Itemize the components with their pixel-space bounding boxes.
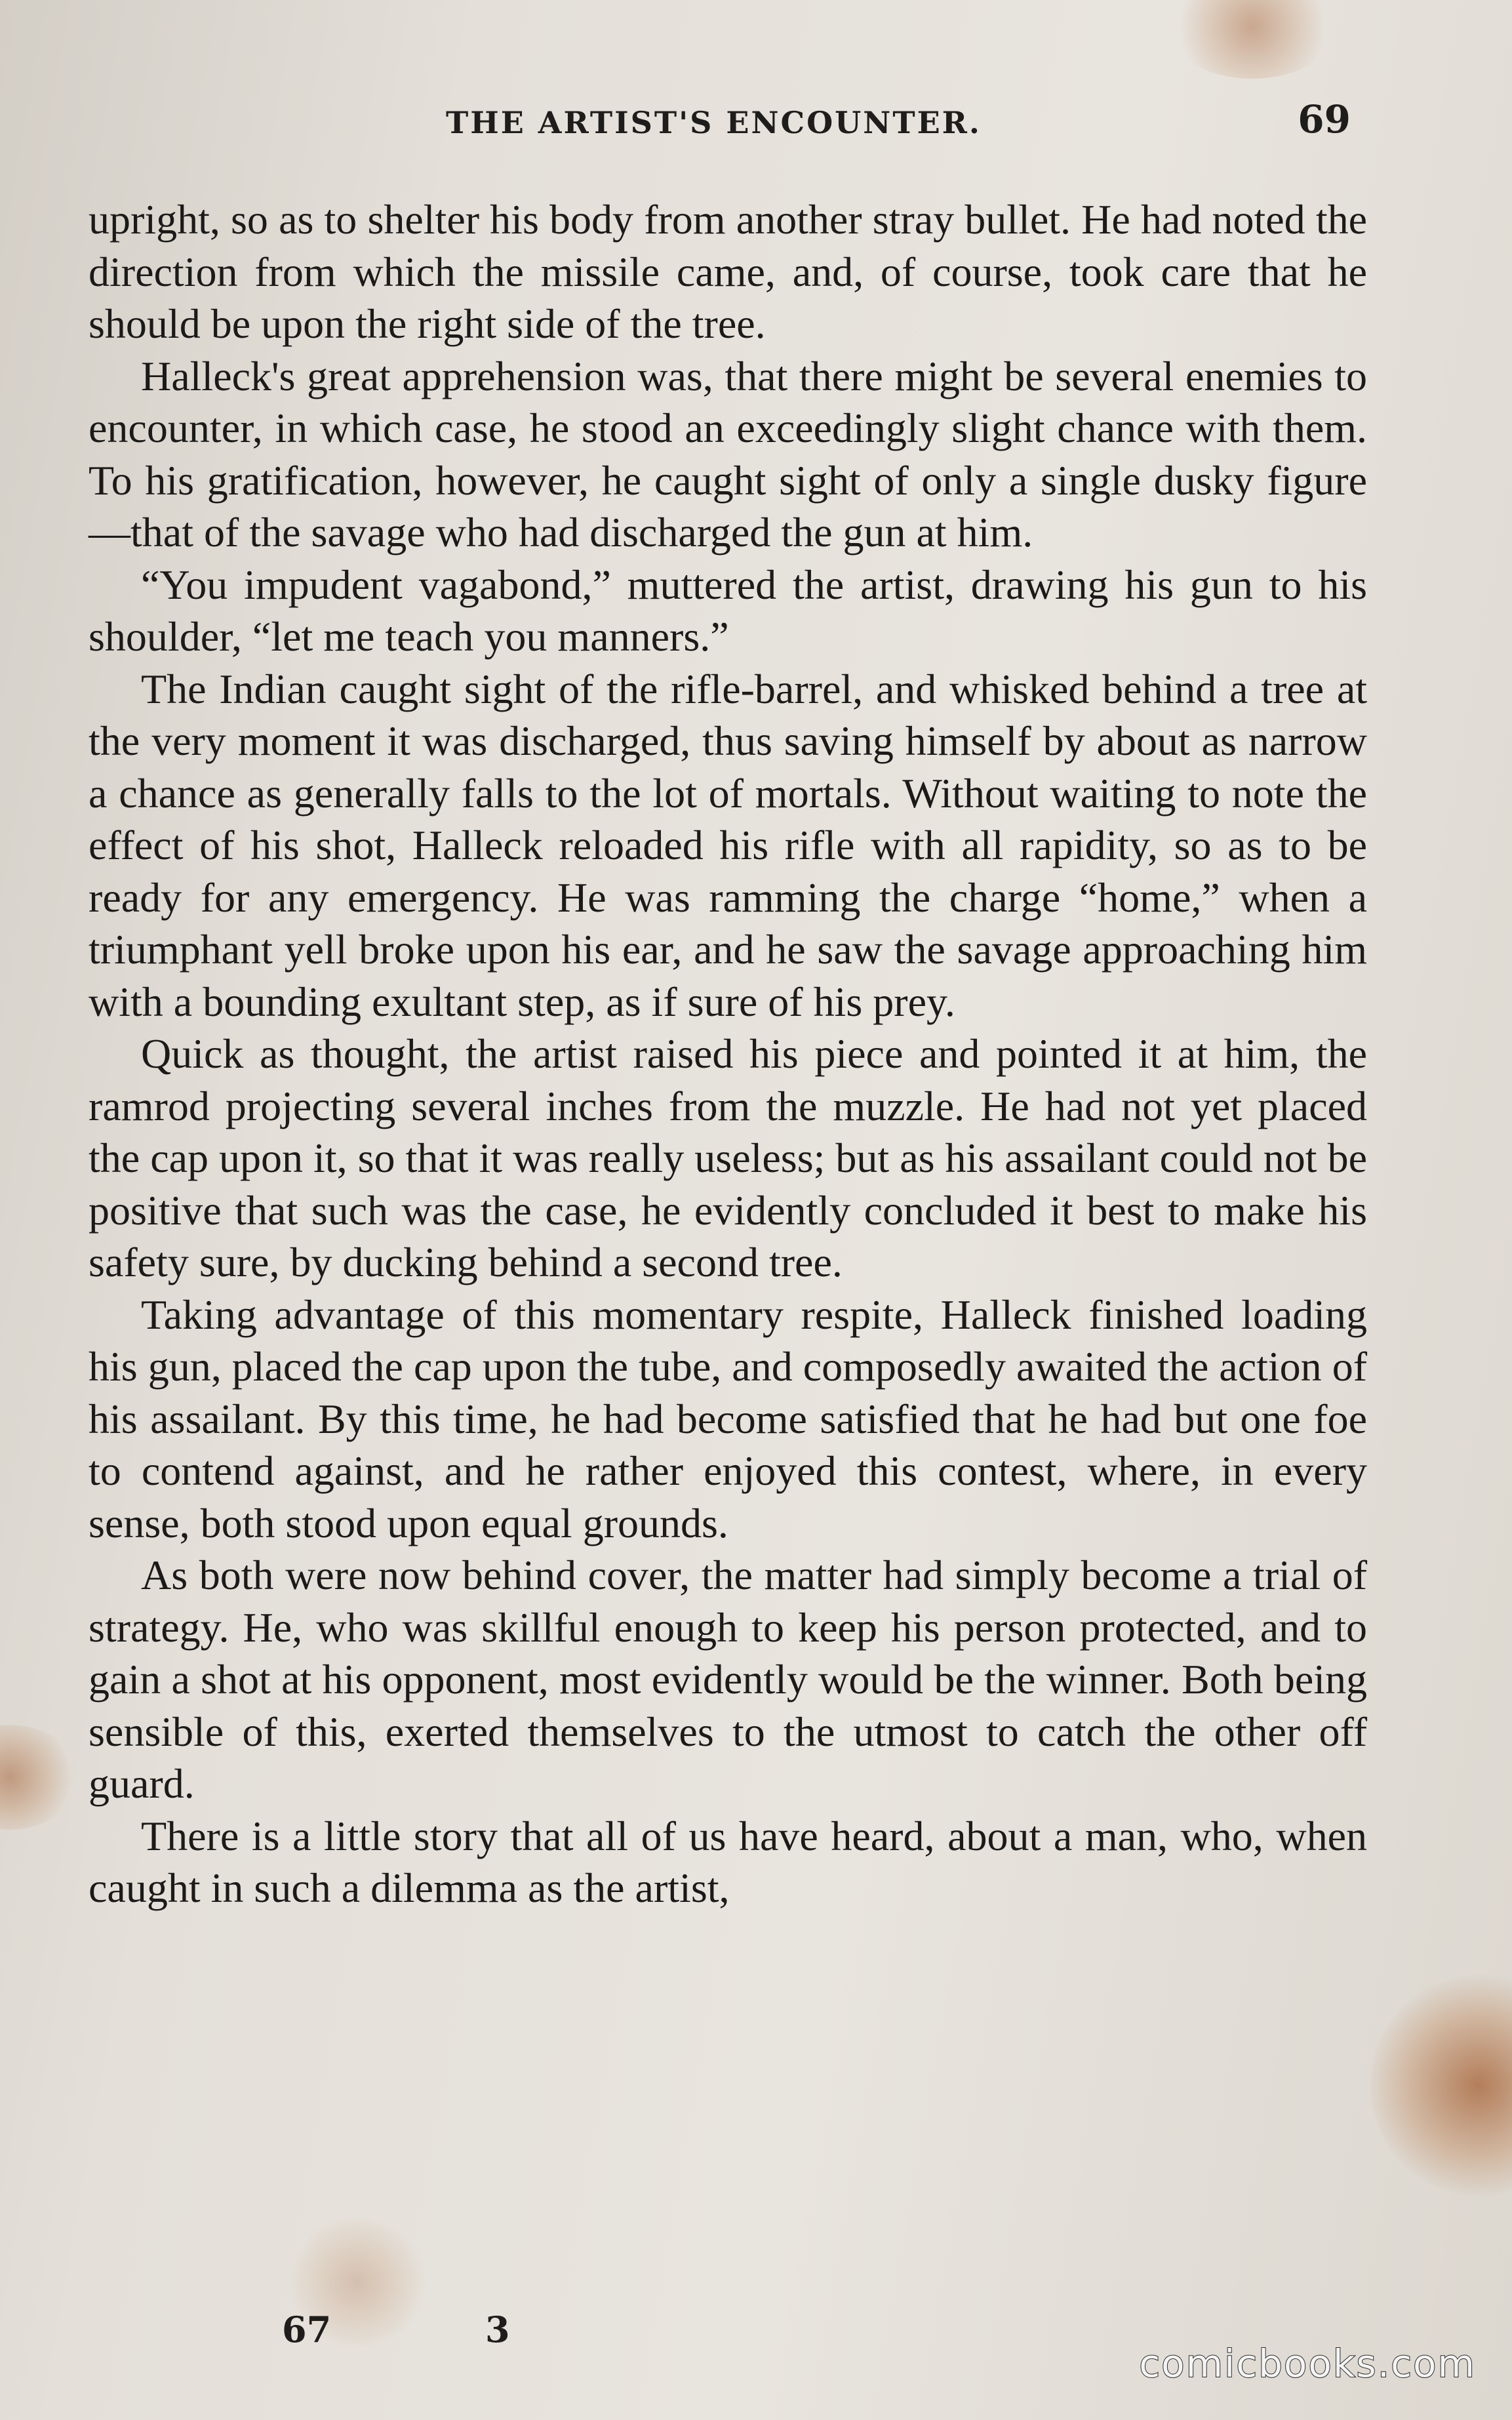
paragraph: There is a little story that all of us have heard, about a man, who, when caught in such a dilemma as the artist, <box>89 1812 1367 1911</box>
age-stain-top-right <box>1167 0 1338 79</box>
signature-number: 3 <box>485 2309 510 2350</box>
watermark: comicbooks.com <box>1139 2341 1476 2386</box>
paragraph: As both were now behind cover, the matter had simply become a trial of strategy. He, who was skillful enough to keep his person protected, and to gain a shot at his opponent, most evidently would be the winner. Both being sensible of this, exerted themselves to the utmost to catch the other off guard. <box>89 1552 1367 1807</box>
paragraph: Taking advantage of this momentary respite, Halleck finished loading his gun, placed the cap upon the tube, and composedly awaited the action of his assailant. By this time, he had become satisfied that he had but one foe to contend against, and he rather enjoyed this contest, where, in every sense, both stood upon equal grounds. <box>89 1291 1367 1546</box>
paragraph: Halleck's great apprehension was, that there might be several enemies to encounter, in which case, he stood an exceedingly slight chance with them. To his gratification, however, he caught sight of only a single dusky figure—that of the savage who had discharged the gun at him. <box>89 352 1367 555</box>
page-header <box>85 98 1364 151</box>
page-number: 69 <box>1298 97 1351 142</box>
paragraph: Quick as thought, the artist raised his piece and pointed it at him, the ramrod projecting several inches from the muzzle. He had not yet placed the cap upon it, so that it was really useless; but as his assailant could not be positive that such was the case, he evidently concluded it best to make his safety sure, by ducking behind a second tree. <box>89 1030 1367 1285</box>
paragraph: upright, so as to shelter his body from another stray bullet. He had noted the direction from which the missile came, and, of course, took care that he should be upon the right side of the tree. <box>89 196 1367 347</box>
body-text <box>89 193 1367 1914</box>
paragraph: The Indian caught sight of the rifle-barrel, and whisked behind a tree at the very moment it was discharged, thus saving himself by about as narrow a chance as generally falls to the lot of mortals. Without waiting to note the effect of his shot, Halleck reloaded his rifle with all rapidity, so as to be ready for any emergency. He was ramming the charge “home,” when a triumphant yell broke upon his ear, and he saw the savage approaching him with a bounding exultant step, as if sure of his prey. <box>89 665 1367 1025</box>
age-stain-right <box>1370 1974 1512 2197</box>
signature-mark: 67 <box>282 2309 332 2350</box>
paragraph: “You impudent vagabond,” muttered the artist, drawing his gun to his shoulder, “let me teach you manners.” <box>89 561 1367 660</box>
page-footer <box>85 2309 741 2361</box>
running-title: THE ARTIST'S ENCOUNTER. <box>446 105 982 140</box>
age-stain-left <box>0 1725 79 1830</box>
